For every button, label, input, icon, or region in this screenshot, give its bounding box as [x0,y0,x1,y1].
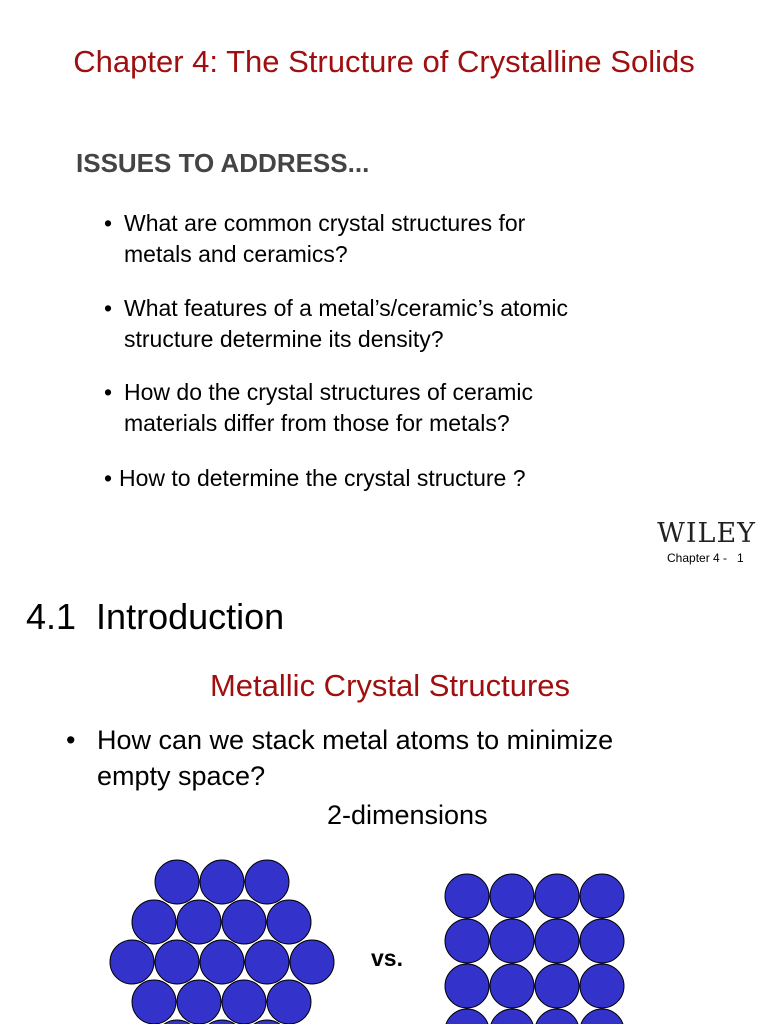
issues-heading: ISSUES TO ADDRESS... [76,148,370,178]
atom-circle [445,964,489,1008]
section-heading: 4.1 Introduction [26,596,285,637]
atom-circle [535,874,579,918]
square-packing [445,874,624,1024]
atom-circle [177,900,221,944]
bullet-marker: • [104,295,113,321]
wiley-logo: WILEY [657,518,756,549]
atom-circle [245,860,289,904]
bullet-line: structure determine its density? [124,326,444,352]
atom-circle [490,919,534,963]
atom-circle [222,900,266,944]
bullet-marker: • [104,210,113,236]
atom-circle [445,919,489,963]
atom-circle [245,940,289,984]
atom-circle [267,980,311,1024]
bullet-marker: • [104,465,113,491]
atom-circle [200,940,244,984]
atom-circle [490,874,534,918]
atom-circle [290,940,334,984]
bullet-line: How can we stack metal atoms to minimize [97,725,614,755]
bullet-line: What are common crystal structures for [124,210,526,236]
bullet-item [104,293,724,355]
bullet-marker: • [66,725,76,755]
bullet-marker: • [104,379,113,405]
atom-circle [535,1009,579,1024]
atom-circle [222,980,266,1024]
hexagonal-packing [110,860,334,1024]
atom-circle [445,874,489,918]
atom-circle [110,940,154,984]
atom-circle [155,940,199,984]
atom-circle [200,860,244,904]
dimension-label: 2-dimensions [327,800,488,830]
bullet-line: metals and ceramics? [124,241,348,267]
atom-circle [155,860,199,904]
bullet-line: What features of a metal’s/ceramic’s atomic [124,295,568,321]
bullet-line: How do the crystal structures of ceramic [124,379,534,405]
atom-circle [580,919,624,963]
atom-packing-diagram [0,840,768,1024]
bullet-line: How to determine the crystal structure ? [119,465,526,491]
question-bullet [66,722,726,794]
atom-circle [580,964,624,1008]
atom-circle [535,919,579,963]
atom-circle [535,964,579,1008]
bullet-item [104,463,724,494]
atom-circle [490,1009,534,1024]
bullet-item [104,377,724,439]
atom-circle [132,900,176,944]
vs-label: vs. [371,945,403,971]
bullet-item [104,208,724,270]
atom-circle [177,980,221,1024]
bullet-line: materials differ from those for metals? [124,410,510,436]
atom-circle [580,874,624,918]
slide-subtitle: Metallic Crystal Structures [209,668,571,703]
slide-title: Chapter 4: The Structure of Crystalline Solids [73,44,695,79]
page-number: Chapter 4 - 1 [667,551,744,565]
atom-circle [445,1009,489,1024]
atom-circle [490,964,534,1008]
atom-circle [580,1009,624,1024]
bullet-line: empty space? [97,761,266,791]
atom-circle [267,900,311,944]
atom-circle [132,980,176,1024]
